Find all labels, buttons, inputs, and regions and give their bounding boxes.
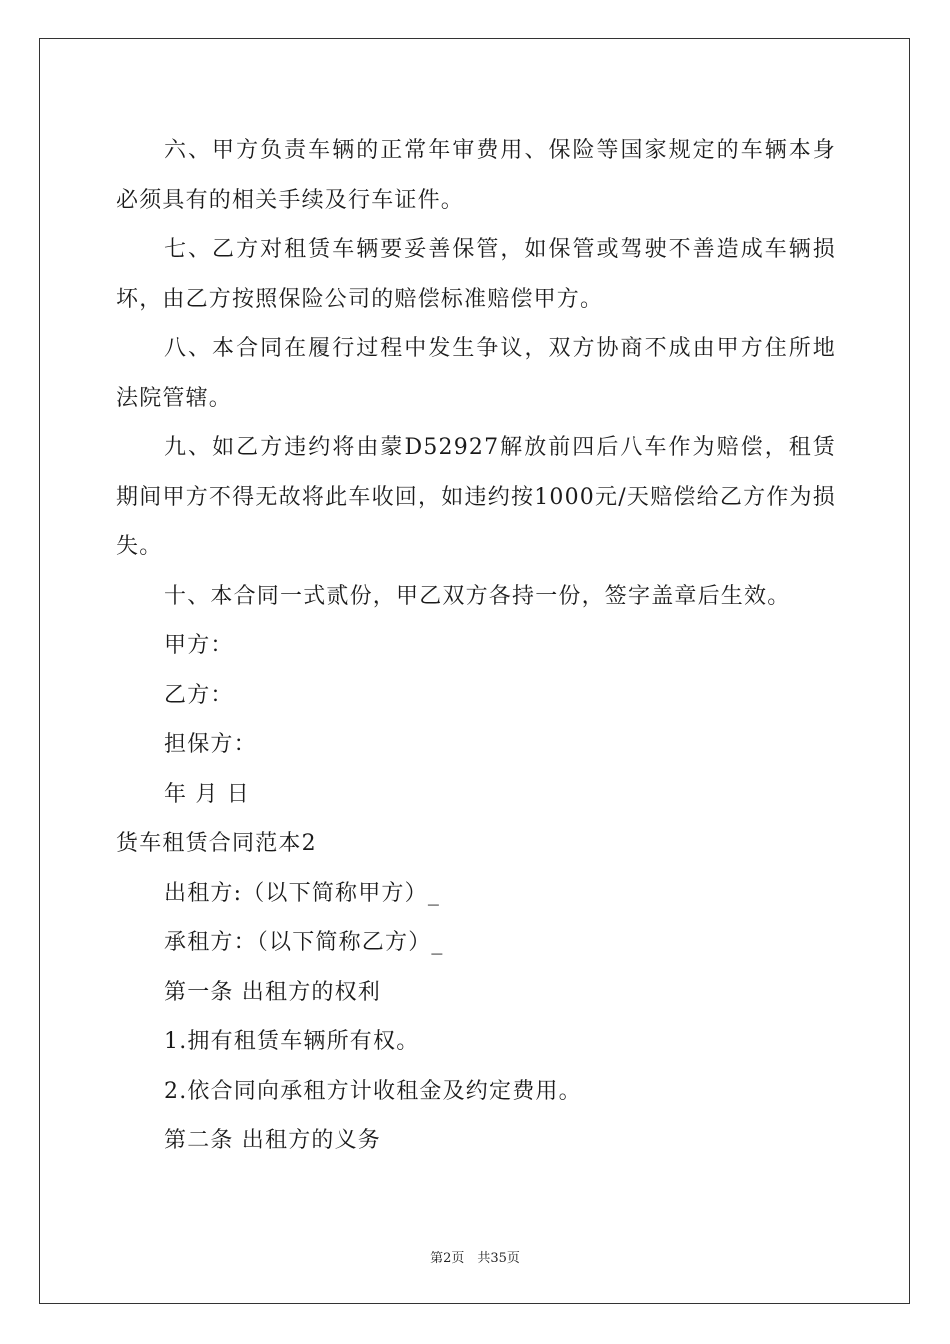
guarantor-signature: 担保方： [164,732,257,757]
article-1-item-1: 1.拥有租赁车辆所有权。 [164,1029,420,1054]
lessee-line: 承租方：（以下简称乙方）_ [164,930,444,955]
article-2-title: 第二条 出租方的义务 [164,1128,381,1153]
clause-6: 六、甲方负责车辆的正常年审费用、保险等国家规定的车辆本身必须具有的相关手续及行车证件。 [116,138,836,213]
party-a-signature: 甲方： [164,633,234,658]
lessor-line: 出租方:（以下简称甲方）_ [164,880,441,906]
clause-10: 十、本合同一式贰份，甲乙双方各持一份，签字盖章后生效。 [164,583,791,609]
page-number-footer: 第2页 共35页 [430,1251,520,1266]
signature-date: 年 月 日 [164,781,250,807]
article-1-item-2: 2.依合同向承租方计收租金及约定费用。 [164,1078,582,1104]
clause-7: 七、乙方对租赁车辆要妥善保管，如保管或驾驶不善造成车辆损坏，由乙方按照保险公司的赔偿标准赔偿甲方。 [116,237,836,312]
clause-8: 八、本合同在履行过程中发生争议，双方协商不成由甲方住所地法院管辖。 [116,336,836,411]
clause-9: 九、如乙方违约将由蒙D52927解放前四后八车作为赔偿，租赁期间甲方不得无故将此车收回，如违约按1000元/天赔偿给乙方作为损失。 [116,435,836,559]
article-1-title: 第一条 出租方的权利 [164,979,381,1005]
document-body [116,126,836,1166]
section-title: 货车租赁合同范本2 [116,831,317,856]
party-b-signature: 乙方： [164,682,234,708]
